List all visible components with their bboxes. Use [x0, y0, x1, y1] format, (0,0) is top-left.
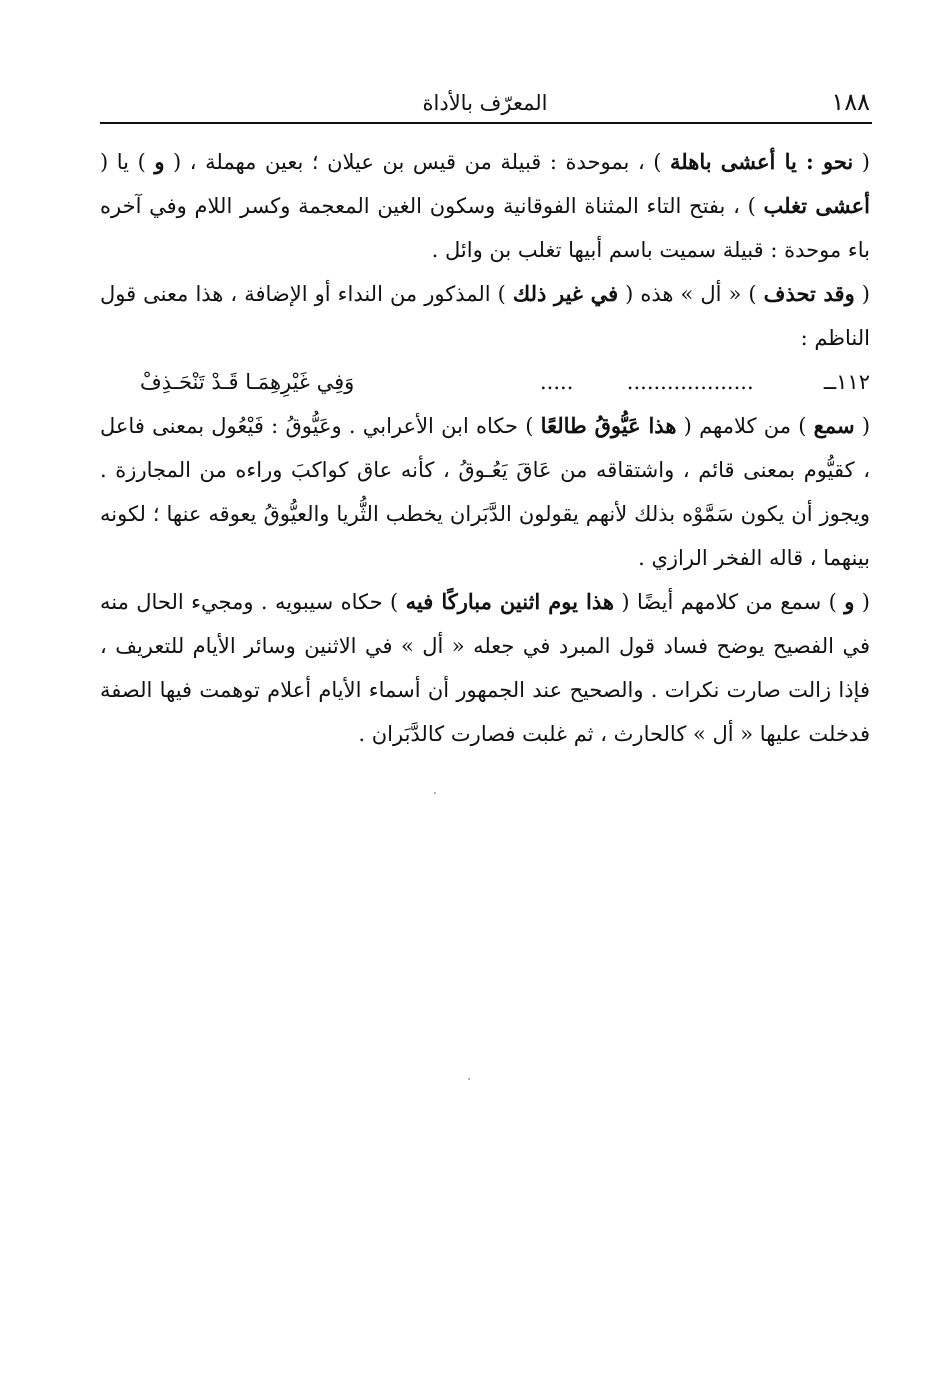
text-run: ( [854, 590, 870, 614]
verse-dots-second: ..... [540, 370, 574, 394]
paragraph [100, 140, 870, 272]
text-run: ( [853, 150, 870, 174]
text-run: ) يا ( [100, 150, 155, 174]
bold-phrase: أعشى تغلب [763, 193, 870, 218]
text-run: ) سمع من كلامهم أيضًا ( [614, 590, 845, 614]
bold-phrase: هذا يوم اثنين مباركًا فيه [405, 589, 614, 614]
text-run: ( [854, 414, 871, 438]
scan-speck [434, 792, 436, 794]
text-run: ( [854, 282, 870, 306]
page-body [100, 140, 870, 756]
paragraph [100, 272, 870, 360]
text-run: ) حكاه ابن الأعرابي . وعَيُّوقُ : فَيْعُول بمعنى فاعل ، كقيُّوم بمعنى قائم ، واشتقاقه من عَاقَ يَعُـوقُ ، كأنه عاق كواكبَ وراءه من المجارزة . ويجوز أن يكون سَمَّوْه بذلك لأنهم يقولون الدَّبَران يخطب الثُّريا والعيُّوقُ يعوقه عنها ؛ لكونه بينهما ، قاله الفخر الرازي . [100, 414, 870, 570]
bold-phrase: وقد تحذف [763, 281, 855, 306]
bold-phrase: و [154, 149, 165, 174]
header-rule [100, 122, 872, 124]
bold-phrase: و [844, 589, 855, 614]
text-run: ) المذكور من النداء أو الإضافة ، هذا معنى قول الناظم : [100, 282, 870, 350]
running-title: المعرّف بالأداة [422, 91, 548, 115]
verse-dots [540, 360, 800, 404]
bold-phrase: في غير ذلك [512, 281, 619, 306]
page-header [100, 80, 870, 120]
verse-dots-first: ................... [626, 370, 754, 394]
verse-line [100, 360, 870, 404]
text-run: ) ، بفتح التاء المثناة الفوقانية وسكون الغين المعجمة وكسر اللام وفي آخره باء موحدة : قبيلة سميت باسم أبيها تغلب بن وائل . [100, 194, 870, 262]
page-number: ١٨٨ [831, 88, 870, 116]
scan-speck [468, 1078, 470, 1080]
bold-phrase: هذا عَيُّوقُ طالعًا [540, 413, 677, 438]
text-run: ) ، بموحدة : قبيلة من قيس بن عيلان ؛ بعين مهملة ، ( [164, 150, 671, 174]
verse-text: وَفِي غَيْرِهِمَـا قَـدْ تَنْحَـذِفْ [140, 370, 355, 394]
bold-phrase: نحو : يا أعشى باهلة [670, 149, 854, 174]
text-run: ) حكاه سيبويه . ومجيء الحال منه في الفصيح يوضح فساد قول المبرد في جعله « أل » في الاثنين وسائر الأيام للتعريف ، فإذا زالت صارت نكرات . والصحيح عند الجمهور أن أسماء الأيام أعلام توهمت فيها الصفة فدخلت عليها « أل » كالحارث ، ثم غلبت فصارت كالدَّبَران . [100, 590, 870, 746]
paragraph [100, 580, 870, 756]
text-run: ) من كلامهم ( [676, 414, 814, 438]
text-run: ) « أل » هذه ( [618, 282, 764, 306]
bold-phrase: سمع [813, 413, 855, 438]
paragraph [100, 404, 870, 580]
verse-number: ١١٢ــ [823, 370, 870, 394]
